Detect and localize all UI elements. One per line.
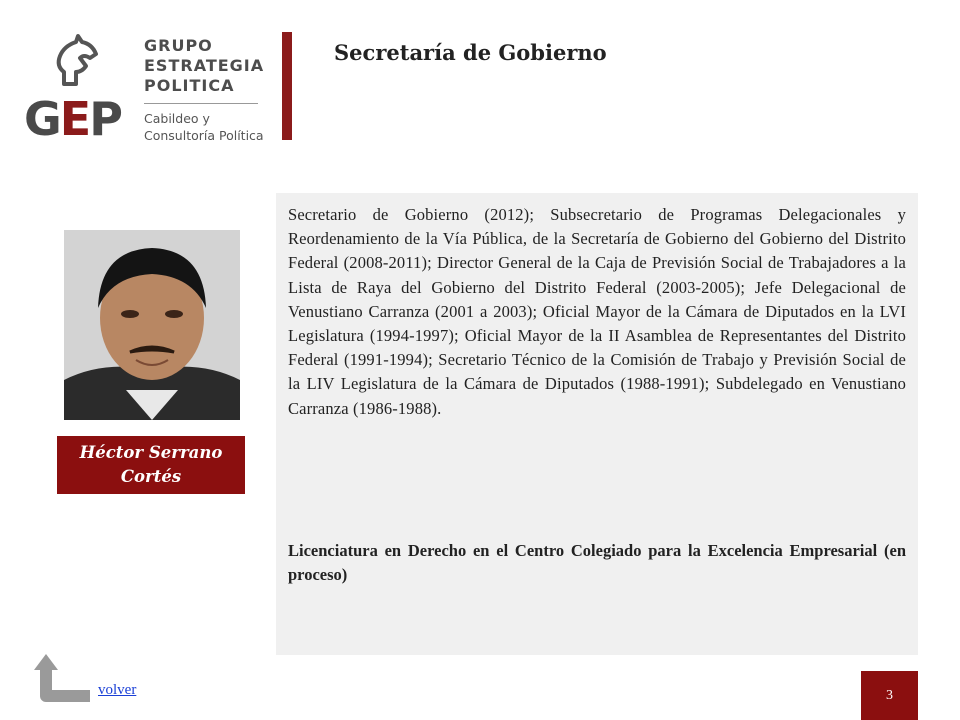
logo-line-3: POLITICA <box>144 76 235 95</box>
logo-subtitle-2: Consultoría Política <box>144 128 264 143</box>
header-divider <box>282 32 292 140</box>
page-number: 3 <box>861 671 918 720</box>
company-logo <box>24 32 274 147</box>
education-text: Licenciatura en Derecho en el Centro Colegiado para la Excelencia Empresarial (en proceso) <box>288 541 906 585</box>
gep-mark: GEP <box>24 92 121 146</box>
logo-subtitle-1: Cabildeo y <box>144 111 210 126</box>
back-arrow-icon[interactable] <box>30 652 100 708</box>
knight-icon <box>24 32 134 92</box>
logo-line-2: ESTRATEGIA <box>144 56 265 75</box>
logo-rule <box>144 103 258 104</box>
bio-panel <box>276 193 918 655</box>
back-link[interactable]: volver <box>98 682 137 698</box>
logo-line-1: GRUPO <box>144 36 213 55</box>
bio-text: Secretario de Gobierno (2012); Subsecretario de Programas Delegacionales y Reordenamiento de la Vía Pública, de la Secretaría de Gobierno del Gobierno del Distrito Federal (2008-2011); Director General de la Caja de Previsión Social de Trabajadores a la Lista de Raya del Gobierno del Distrito Federal (2003-2005); Jefe Delegacional de Venustiano Carranza (2001 a 2003); Oficial Mayor de la Cámara de Diputados en la LVI Legislatura (1994-1997); Oficial Mayor de la II Asamblea de Representantes del Distrito Federal (1991-1994); Secretario Técnico de la Comisión de Trabajo y Previsión Social de la LIV Legislatura de la Cámara de Diputados (1988-1991); Subdelegado en Venustiano Carranza (1986-1988). <box>288 205 906 418</box>
person-name: Héctor Serrano Cortés <box>57 436 245 494</box>
portrait-photo <box>64 230 240 420</box>
page-title: Secretaría de Gobierno <box>334 40 607 65</box>
